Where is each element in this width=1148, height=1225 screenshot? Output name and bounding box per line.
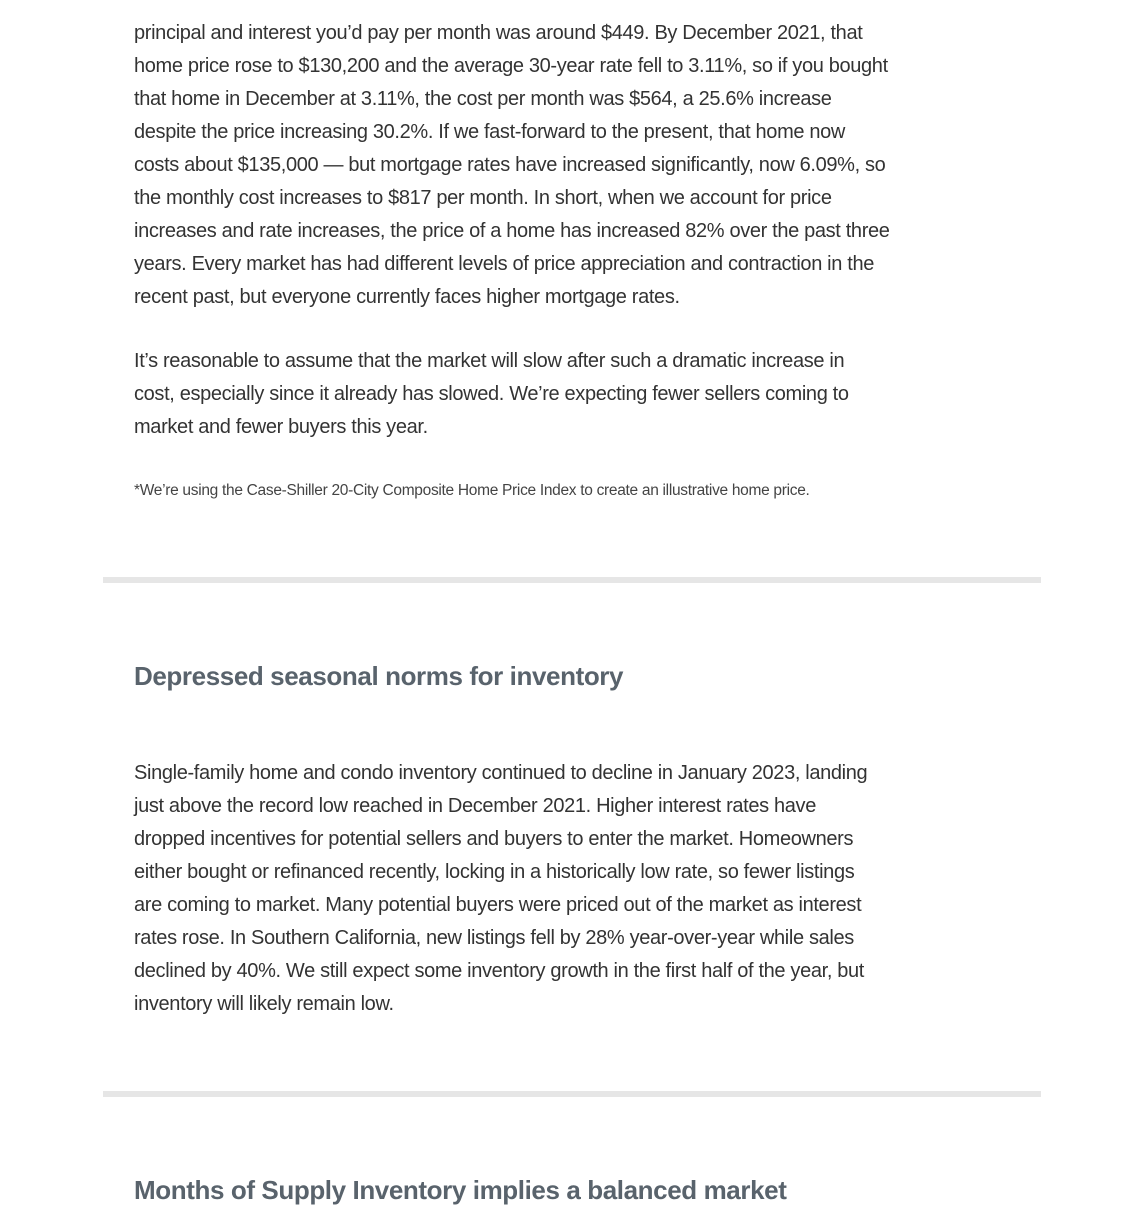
text-line: despite the price increasing 30.2%. If we fast-forward to the present, that home now [134,121,846,143]
text-line: recent past, but everyone currently faces higher mortgage rates. [134,286,680,308]
text-line: home price rose to $130,200 and the average 30-year rate fell to 3.11%, so if you bought [134,55,888,77]
text-line: declined by 40%. We still expect some inventory growth in the first half of the year, but [134,960,864,982]
text-line: costs about $135,000 — but mortgage rates have increased significantly, now 6.09%, so [134,154,886,176]
text-line: rates rose. In Southern California, new listings fell by 28% year-over-year while sales [134,927,854,949]
section-divider [103,1091,1041,1097]
section-heading-inventory: Depressed seasonal norms for inventory [134,661,624,691]
text-line: inventory will likely remain low. [134,993,394,1015]
text-line: are coming to market. Many potential buyers were priced out of the market as interest [134,894,862,916]
text-line: either bought or refinanced recently, locking in a historically low rate, so fewer listings [134,861,855,883]
text-line: increases and rate increases, the price of a home has increased 82% over the past three [134,220,890,242]
text-line: years. Every market has had different levels of price appreciation and contraction in the [134,253,875,275]
text-line: that home in December at 3.11%, the cost per month was $564, a 25.6% increase [134,88,832,110]
text-line: just above the record low reached in December 2021. Higher interest rates have [134,795,816,817]
text-line: market and fewer buyers this year. [134,416,428,438]
footnote: *We’re using the Case-Shiller 20-City Composite Home Price Index to create an illustrative home price. [134,482,810,499]
paragraph-market-slow [134,345,849,444]
text-line: the monthly cost increases to $817 per month. In short, when we account for price [134,187,832,209]
section-divider [103,577,1041,583]
text-line: dropped incentives for potential sellers and buyers to enter the market. Homeowners [134,828,854,850]
paragraph-inventory [134,757,867,1021]
text-line: Single-family home and condo inventory continued to decline in January 2023, landing [134,762,868,784]
section-heading-months-of-supply: Months of Supply Inventory implies a balanced market [134,1175,787,1205]
text-line: cost, especially since it already has slowed. We’re expecting fewer sellers coming to [134,383,849,405]
text-line: principal and interest you’d pay per month was around $449. By December 2021, that [134,22,863,44]
text-line: It’s reasonable to assume that the market will slow after such a dramatic increase in [134,350,845,372]
paragraph-mortgage-cost [134,17,890,314]
